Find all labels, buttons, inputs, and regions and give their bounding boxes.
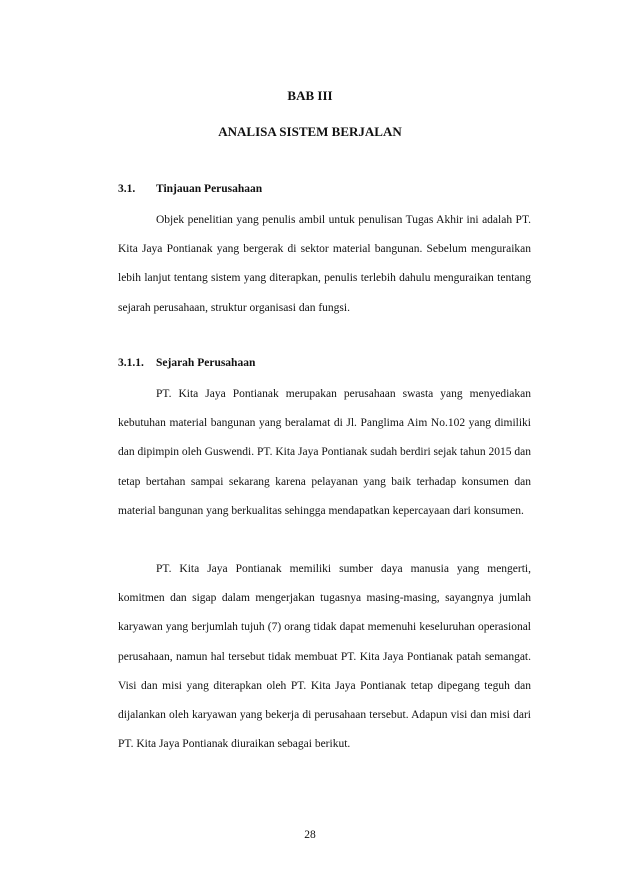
- body-paragraph: PT. Kita Jaya Pontianak merupakan perusahaan swasta yang menyediakan kebutuhan material bangunan yang beralamat di Jl. Panglima Aim No.102 yang dimiliki dan dipimpin oleh Guswendi. PT. Kita Jaya Pontianak sudah berdiri sejak tahun 2015 dan tetap bertahan sampai sekarang karena pelayanan yang baik terhadap konsumen dan material bangunan yang berkualitas sehingga mendapatkan kepercayaan dari konsumen.: [118, 388, 531, 517]
- body-paragraph: PT. Kita Jaya Pontianak memiliki sumber daya manusia yang mengerti, komitmen dan sigap dalam mengerjakan tugasnya masing-masing, sayangnya jumlah karyawan yang berjumlah tujuh (7) orang tidak dapat memenuhi keseluruhan operasional perusahaan, namun hal tersebut tidak membuat PT. Kita Jaya Pontianak patah semangat. Visi dan misi yang diterapkan oleh PT. Kita Jaya Pontianak tetap dipegang teguh dan dijalankan oleh karyawan yang bekerja di perusahaan tersebut. Adapun visi dan misi dari PT. Kita Jaya Pontianak diuraikan sebagai berikut.: [118, 563, 531, 751]
- section-number: 3.1.1.: [118, 357, 144, 369]
- chapter-label: BAB III: [287, 88, 333, 103]
- section-heading-3-1-1: [118, 357, 255, 369]
- page-number: 28: [304, 829, 316, 841]
- body-paragraph: Objek penelitian yang penulis ambil untuk penulisan Tugas Akhir ini adalah PT. Kita Jaya Pontianak yang bergerak di sektor material bangunan. Sebelum menguraikan lebih lanjut tentang sistem yang diterapkan, penulis terlebih dahulu menguraikan tentang sejarah perusahaan, struktur organisasi dan fungsi.: [118, 214, 531, 314]
- section-title: Tinjauan Perusahaan: [156, 183, 263, 195]
- section-heading-3-1: [118, 183, 262, 195]
- chapter-title: ANALISA SISTEM BERJALAN: [218, 124, 402, 139]
- section-number: 3.1.: [118, 183, 136, 195]
- section-title: Sejarah Perusahaan: [156, 357, 256, 369]
